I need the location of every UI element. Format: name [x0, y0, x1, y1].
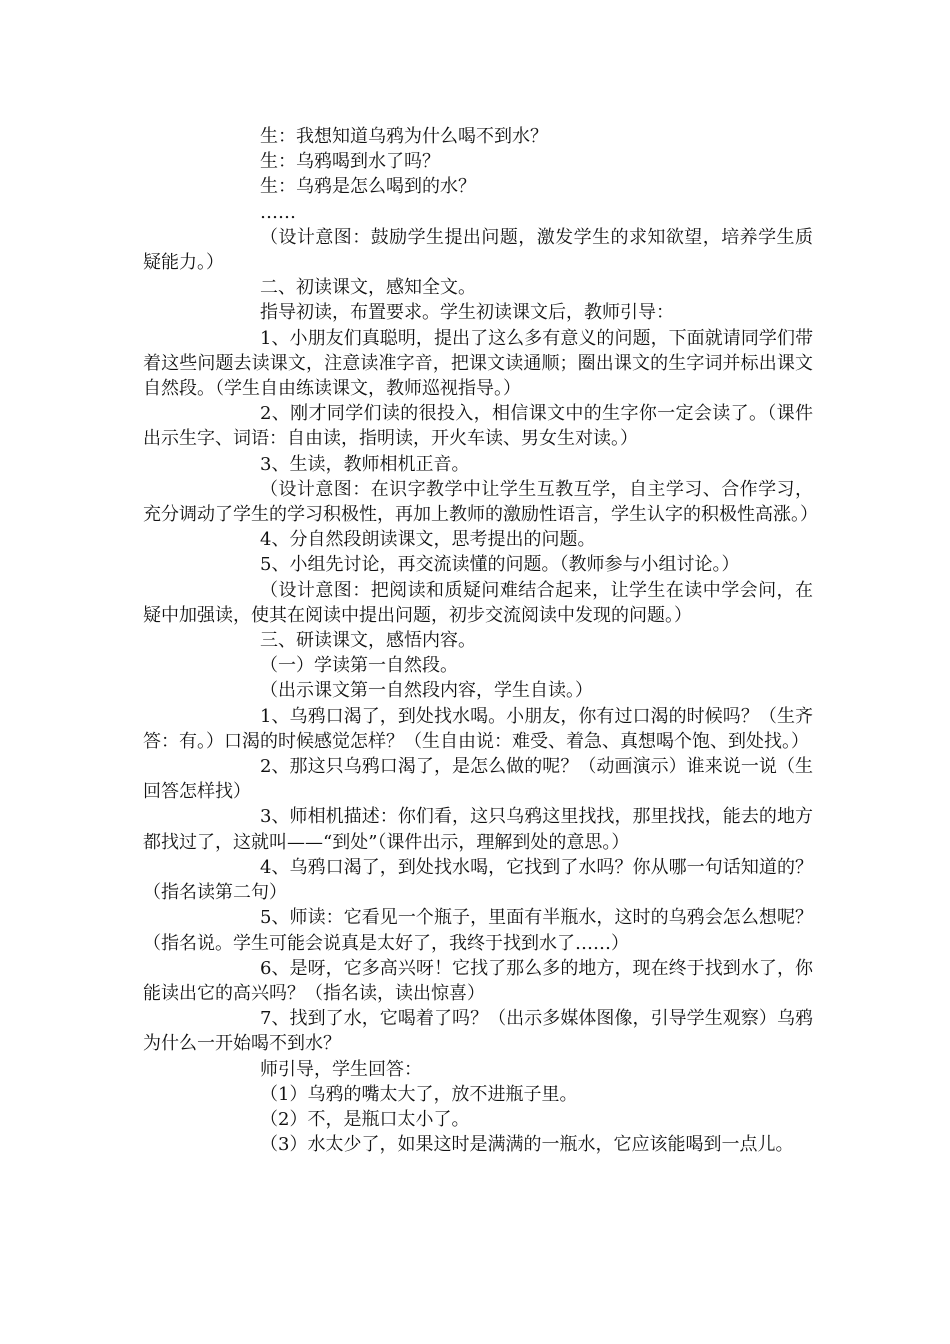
paragraph: （设计意图：鼓励学生提出问题，激发学生的求知欲望，培养学生质疑能力。）	[143, 226, 813, 274]
paragraph: 生：乌鸦喝到水了吗？	[260, 151, 440, 173]
paragraph: ……	[260, 201, 296, 223]
subsection-heading: （一）学读第一自然段。	[260, 655, 458, 677]
paragraph: 3、生读，教师相机正音。	[260, 453, 470, 475]
paragraph: 2、那这只乌鸦口渴了，是怎么做的呢？（动画演示）谁来说一说（生回答怎样找）	[143, 756, 813, 803]
paragraph: 1、乌鸦口渴了，到处找水喝。小朋友，你有过口渴的时候吗？（生齐答：有。）口渴的时候感觉怎样？（生自由说：难受、着急、真想喝个饱、到处找。）	[143, 705, 813, 752]
paragraph: 生：我想知道乌鸦为什么喝不到水？	[260, 126, 548, 147]
section-heading: 二、初读课文，感知全文。	[260, 277, 476, 299]
paragraph: （设计意图：在识字教学中让学生互教互学，自主学习、合作学习，充分调动了学生的学习积极性，再加上教师的激励性语言，学生认字的积极性高涨。）	[143, 478, 818, 526]
section-heading: 三、研读课文，感悟内容。	[260, 630, 476, 652]
paragraph: 5、小组先讨论，再交流读懂的问题。（教师参与小组讨论。）	[260, 554, 740, 576]
list-item: （1）乌鸦的嘴太大了，放不进瓶子里。	[260, 1083, 578, 1105]
paragraph: 5、师读：它看见一个瓶子，里面有半瓶水，这时的乌鸦会怎么想呢？（指名说。学生可能会说真是太好了，我终于找到水了……）	[143, 907, 813, 954]
paragraph: 生：乌鸦是怎么喝到的水？	[260, 176, 476, 198]
paragraph: 7、找到了水，它喝着了吗？（出示多媒体图像，引导学生观察）乌鸦为什么一开始喝不到水？	[143, 1008, 813, 1055]
paragraph: 师引导，学生回答：	[260, 1058, 422, 1080]
document-body	[143, 124, 818, 1157]
paragraph: （出示课文第一自然段内容，学生自读。）	[260, 680, 593, 702]
list-item: （3）水太少了，如果这时是满满的一瓶水，它应该能喝到一点儿。	[260, 1134, 794, 1156]
paragraph: 4、分自然段朗读课文，思考提出的问题。	[260, 529, 596, 551]
paragraph: 指导初读，布置要求。学生初读课文后，教师引导：	[260, 302, 674, 324]
paragraph: （设计意图：把阅读和质疑问难结合起来，让学生在读中学会问，在疑中加强读，使其在阅读中提出问题，初步交流阅读中发现的问题。）	[143, 579, 813, 626]
paragraph: 1、小朋友们真聪明，提出了这么多有意义的问题，下面就请同学们带着这些问题去读课文，注意读准字音，把课文读通顺；圈出课文的生字词并标出课文自然段。（学生自由练读课文，教师巡视指导。）	[143, 327, 813, 400]
list-item: （2）不，是瓶口太小了。	[260, 1108, 470, 1130]
paragraph: 6、是呀，它多高兴呀！它找了那么多的地方，现在终于找到水了，你能读出它的高兴吗？（指名读，读出惊喜）	[143, 957, 813, 1004]
paragraph: 2、刚才同学们读的很投入，相信课文中的生字你一定会读了。（课件出示生字、词语：自由读，指明读，开火车读、男女生对读。）	[143, 403, 813, 450]
paragraph: 4、乌鸦口渴了，到处找水喝，它找到了水吗？你从哪一句话知道的？（指名读第二句）	[143, 856, 813, 904]
paragraph: 3、师相机描述：你们看，这只乌鸦这里找找，那里找找，能去的地方都找过了，这就叫——“到处”（课件出示，理解到处的意思。）	[143, 806, 813, 853]
